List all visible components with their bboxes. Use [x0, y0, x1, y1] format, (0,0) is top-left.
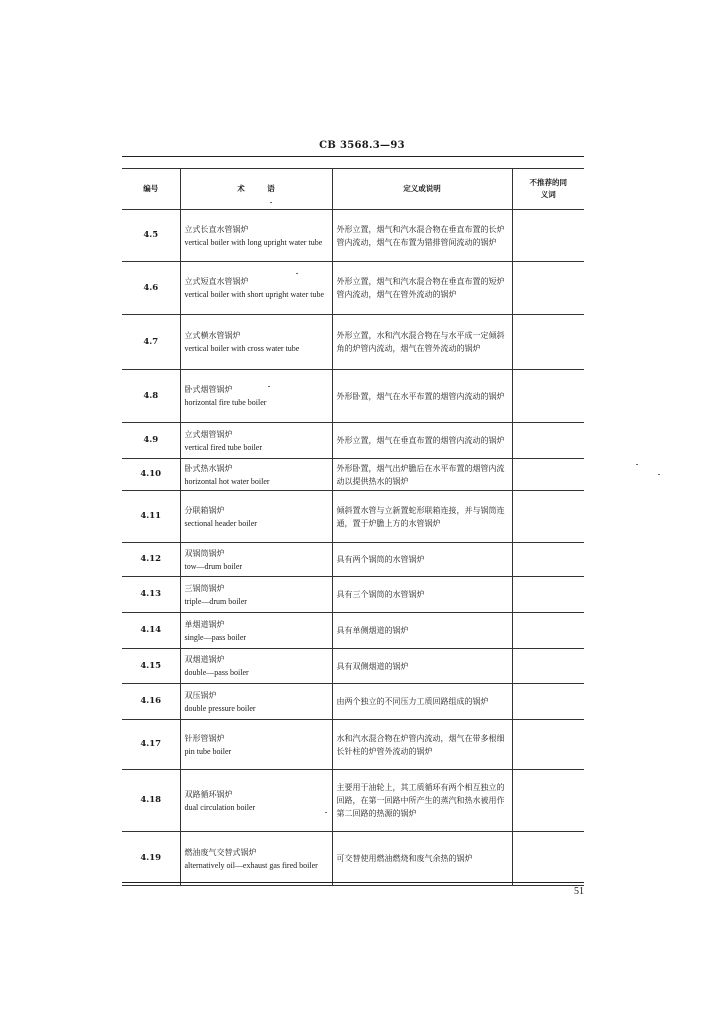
term-zh: 双烟道锅炉	[184, 655, 225, 664]
term-zh: 单烟道锅炉	[184, 619, 225, 629]
row-synonym	[512, 459, 584, 491]
row-synonym	[512, 684, 584, 720]
row-number: 4.15	[122, 649, 180, 684]
row-number: 4.5	[122, 210, 180, 262]
row-term	[180, 315, 332, 370]
scan-speck	[658, 474, 660, 475]
top-rule	[122, 156, 584, 157]
table-row	[122, 491, 584, 543]
page-number: 51	[574, 886, 584, 897]
table-row	[122, 315, 584, 370]
term-zh: 针形管锅炉	[184, 733, 225, 743]
row-definition: 水和汽水混合物在炉管内流动，烟气在带多根细长针柱的炉管外流动的锅炉	[332, 720, 512, 770]
bottom-rule	[122, 882, 584, 883]
row-definition: 具有两个锅筒的水管锅炉	[332, 543, 512, 577]
term-zh: 分联箱锅炉	[184, 505, 225, 515]
term-en: single—pass boiler	[184, 632, 247, 642]
row-synonym	[512, 577, 584, 613]
row-definition: 外形卧置，烟气出炉膽后在水平布置的烟管内流动以提供热水的锅炉	[332, 459, 512, 491]
col-header-definition: 定义或说明	[332, 169, 512, 210]
term-zh: 立式短直水管锅炉	[184, 277, 249, 286]
term-zh: 双压锅炉	[184, 690, 217, 700]
term-en: vertical boiler with long upright water tube	[184, 237, 323, 247]
term-en: alternatively oil—exhaust gas fired boiler	[184, 860, 318, 870]
term-zh: 立式横水管锅炉	[184, 331, 241, 340]
term-zh: 三锅筒锅炉	[184, 583, 225, 593]
row-number: 4.19	[122, 832, 180, 886]
row-synonym	[512, 423, 584, 459]
row-term	[180, 613, 332, 649]
row-number: 4.11	[122, 491, 180, 543]
term-en: triple—drum boiler	[184, 596, 247, 606]
table-row	[122, 832, 584, 886]
term-en: horizontal fire tube boiler	[184, 398, 267, 407]
row-definition: 外形卧置，烟气在水平布置的烟管内流动的锅炉	[332, 370, 512, 423]
scan-speck	[636, 464, 638, 465]
row-definition: 外形立置，烟气在垂直布置的烟管内流动的锅炉	[332, 423, 512, 459]
term-en: double—pass boiler	[184, 668, 249, 677]
row-number: 4.6	[122, 262, 180, 315]
row-term	[180, 832, 332, 886]
row-term	[180, 543, 332, 577]
row-term	[180, 423, 332, 459]
row-definition: 可交替使用燃油燃烧和废气余热的锅炉	[332, 832, 512, 886]
term-zh: 燃油废气交替式锅炉	[184, 847, 257, 857]
row-number: 4.14	[122, 613, 180, 649]
row-synonym	[512, 210, 584, 262]
table-row	[122, 210, 584, 262]
row-definition: 倾斜置水管与立新置蛇形联箱连接，并与锅筒连通，置于炉膽上方的水管锅炉	[332, 491, 512, 543]
term-zh: 双锅筒锅炉	[184, 548, 225, 558]
term-en: vertical boiler with short upright water tube	[184, 290, 325, 299]
row-term	[180, 770, 332, 832]
term-en: tow—drum boiler	[184, 561, 243, 571]
scan-speck	[325, 812, 327, 813]
terms-table	[122, 168, 584, 886]
row-number: 4.7	[122, 315, 180, 370]
table-row	[122, 459, 584, 491]
row-definition: 由两个独立的不同压力工质回路组成的锅炉	[332, 684, 512, 720]
scan-speck	[270, 202, 272, 203]
row-synonym	[512, 315, 584, 370]
table-row	[122, 770, 584, 832]
row-term	[180, 577, 332, 613]
row-definition: 外形立置，水和汽水混合物在与水平成一定倾斜角的炉管内流动，烟气在管外流动的锅炉	[332, 315, 512, 370]
row-number: 4.16	[122, 684, 180, 720]
row-synonym	[512, 491, 584, 543]
col-header-term: 术 语	[180, 169, 332, 210]
term-en: pin tube boiler	[184, 746, 232, 756]
row-number: 4.10	[122, 459, 180, 491]
row-synonym	[512, 720, 584, 770]
row-number: 4.8	[122, 370, 180, 423]
row-term	[180, 459, 332, 491]
row-term	[180, 684, 332, 720]
row-definition: 具有双侧烟道的锅炉	[332, 649, 512, 684]
term-en: sectional header boiler	[184, 518, 257, 528]
row-synonym	[512, 770, 584, 832]
table-row	[122, 370, 584, 423]
table-header-row	[122, 169, 584, 210]
table-row	[122, 577, 584, 613]
col-header-synonym-text: 不推荐的同义词	[529, 178, 567, 199]
table-row	[122, 423, 584, 459]
row-synonym	[512, 543, 584, 577]
row-definition: 具有单侧烟道的锅炉	[332, 613, 512, 649]
row-definition: 主要用于油轮上，其工质循环有两个相互独立的回路，在第一回路中所产生的蒸汽和热水被用作第二回路的热源的锅炉	[332, 770, 512, 832]
term-en: double pressure boiler	[184, 703, 256, 713]
table-row	[122, 649, 584, 684]
row-synonym	[512, 832, 584, 886]
row-term	[180, 720, 332, 770]
row-number: 4.17	[122, 720, 180, 770]
term-zh: 立式长直水管锅炉	[184, 224, 249, 234]
row-number: 4.13	[122, 577, 180, 613]
col-header-number: 编号	[122, 169, 180, 210]
row-term	[180, 649, 332, 684]
row-term	[180, 210, 332, 262]
row-definition: 外形立置，烟气和汽水混合物在垂直布置的长炉管内流动，烟气在布置为错排管间流动的锅炉	[332, 210, 512, 262]
row-synonym	[512, 262, 584, 315]
table-row	[122, 720, 584, 770]
row-term	[180, 262, 332, 315]
scan-speck	[268, 386, 270, 387]
term-en: horizontal hot water boiler	[184, 476, 270, 486]
table-row	[122, 613, 584, 649]
row-definition: 外形立置，烟气和汽水混合物在垂直布置的短炉管内流动，烟气在管外流动的锅炉	[332, 262, 512, 315]
row-number: 4.9	[122, 423, 180, 459]
term-zh: 立式烟管锅炉	[184, 429, 233, 439]
term-en: vertical boiler with cross water tube	[184, 344, 300, 353]
row-number: 4.18	[122, 770, 180, 832]
term-zh: 卧式烟管锅炉	[184, 385, 233, 394]
row-synonym	[512, 613, 584, 649]
table-row	[122, 543, 584, 577]
term-en: vertical fired tube boiler	[184, 442, 263, 452]
row-synonym	[512, 649, 584, 684]
document-code: CB 3568.3—93	[319, 140, 405, 151]
col-header-synonym	[512, 169, 584, 210]
term-zh: 卧式热水锅炉	[184, 463, 233, 473]
term-en: dual circulation boiler	[184, 802, 256, 812]
term-zh: 双路循环锅炉	[184, 789, 233, 799]
row-term	[180, 370, 332, 423]
scan-speck	[296, 273, 298, 274]
table-row	[122, 262, 584, 315]
row-term	[180, 491, 332, 543]
row-synonym	[512, 370, 584, 423]
table-row	[122, 684, 584, 720]
row-number: 4.12	[122, 543, 180, 577]
row-definition: 具有三个锅筒的水管锅炉	[332, 577, 512, 613]
